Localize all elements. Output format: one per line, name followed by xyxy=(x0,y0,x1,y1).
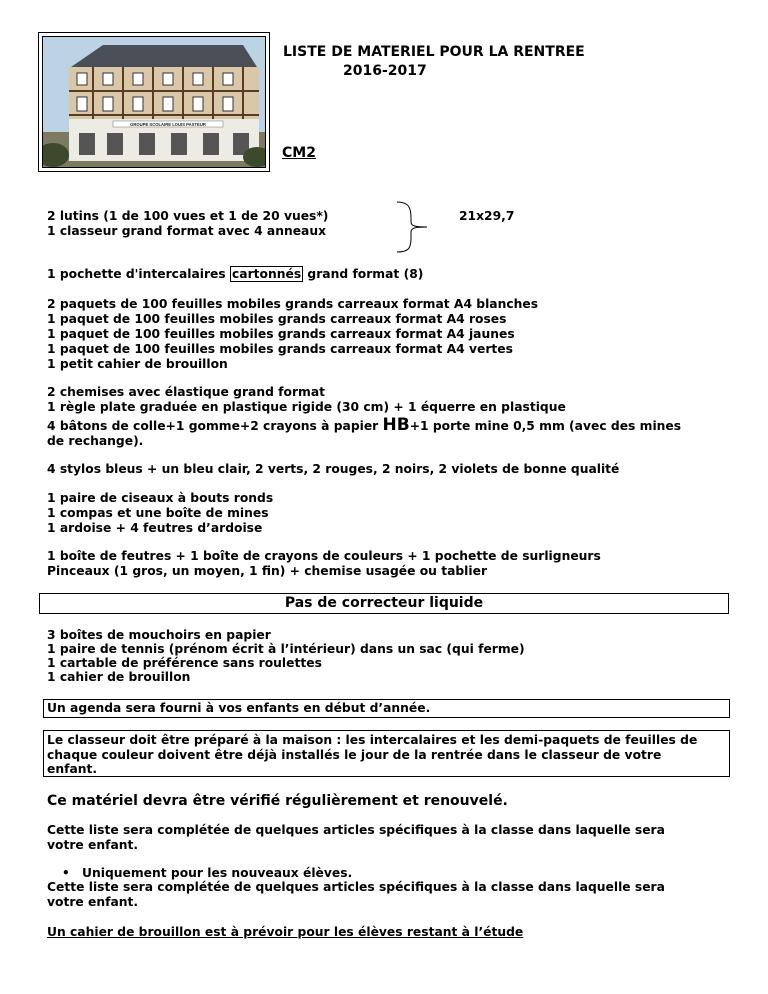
agenda-note: Un agenda sera fourni à vos enfants en début d’année. xyxy=(47,701,431,715)
list-item: 1 cartable de préférence sans roulettes xyxy=(47,656,322,670)
intercalaires-suffix: grand format (8) xyxy=(303,267,424,281)
list-item: 1 paire de tennis (prénom écrit à l’intérieur) dans un sac (qui ferme) xyxy=(47,642,525,656)
classeur-note-box xyxy=(43,730,730,777)
bullet-text: Uniquement pour les nouveaux élèves. xyxy=(82,866,353,880)
completee-line: votre enfant. xyxy=(47,838,139,852)
completee-line: Cette liste sera complétée de quelques articles spécifiques à la classe dans laquelle sera xyxy=(47,880,665,894)
class-label: CM2 xyxy=(282,145,316,161)
list-item: 1 paquet de 100 feuilles mobiles grands carreaux format A4 roses xyxy=(47,312,507,326)
list-item: 1 ardoise + 4 feutres d’ardoise xyxy=(47,521,263,535)
lutins-line: 2 lutins (1 de 100 vues et 1 de 20 vues*) xyxy=(47,209,329,223)
school-photo xyxy=(42,36,266,168)
list-item: 1 paquet de 100 feuilles mobiles grands carreaux format A4 jaunes xyxy=(47,327,515,341)
verification-note: Ce matériel devra être vérifié régulièrement et renouvelé. xyxy=(47,793,508,809)
school-photo-frame xyxy=(38,32,270,172)
outils-line3-suffix: +1 porte mine 0,5 mm (avec des mines xyxy=(409,419,682,433)
list-item: 1 petit cahier de brouillon xyxy=(47,357,228,371)
list-item: 2 paquets de 100 feuilles mobiles grands carreaux format A4 blanches xyxy=(47,297,539,311)
classeur-line: 1 classeur grand format avec 4 anneaux xyxy=(47,224,327,238)
list-item: Pinceaux (1 gros, un moyen, 1 fin) + chemise usagée ou tablier xyxy=(47,564,488,578)
page-title-line1: LISTE DE MATERIEL POUR LA RENTREE xyxy=(283,44,585,60)
format-size-note: 21x29,7 xyxy=(459,209,515,223)
correcteur-banner: Pas de correcteur liquide xyxy=(39,593,729,614)
completee-line: Cette liste sera complétée de quelques articles spécifiques à la classe dans laquelle sera xyxy=(47,823,665,837)
agenda-note-box xyxy=(43,699,730,718)
list-item: 1 paquet de 100 feuilles mobiles grands carreaux format A4 vertes xyxy=(47,342,513,356)
list-item: 1 cahier de brouillon xyxy=(47,670,191,684)
outils-line3-prefix: 4 bâtons de colle+1 gomme+2 crayons à papier xyxy=(47,419,383,433)
list-item: de rechange). xyxy=(47,434,144,448)
page-title-line2: 2016-2017 xyxy=(343,63,427,79)
classeur-note-line: chaque couleur doivent être déjà installés le jour de la rentrée dans le classeur de votre xyxy=(47,747,662,762)
intercalaires-boxed-word: cartonnés xyxy=(232,267,302,281)
list-item: 1 boîte de feutres + 1 boîte de crayons de couleurs + 1 pochette de surligneurs xyxy=(47,549,601,563)
school-building-image xyxy=(43,37,266,168)
intercalaires-prefix: 1 pochette d'intercalaires xyxy=(47,267,230,281)
list-item: 2 chemises avec élastique grand format xyxy=(47,385,326,399)
classeur-note xyxy=(47,733,697,777)
brace-icon xyxy=(395,200,431,254)
bullet-icon: • xyxy=(62,866,70,880)
list-item: 1 règle plate graduée en plastique rigide (30 cm) + 1 équerre en plastique xyxy=(47,400,566,414)
classeur-note-line: enfant. xyxy=(47,762,98,776)
list-item: 3 boîtes de mouchoirs en papier xyxy=(47,628,271,642)
list-item: 1 paire de ciseaux à bouts ronds xyxy=(47,491,274,505)
classeur-note-line: Le classeur doit être préparé à la maison : les intercalaires et les demi-paquets de feuilles de xyxy=(47,733,698,747)
list-item: 1 compas et une boîte de mines xyxy=(47,506,269,520)
list-item xyxy=(47,415,682,435)
photo-sign-text: GROUPE SCOLAIRE LOUIS PASTEUR xyxy=(130,122,206,127)
intercalaires-line xyxy=(47,267,423,282)
completee-line: votre enfant. xyxy=(47,895,139,909)
hb-label: HB xyxy=(382,415,410,435)
stylos-line: 4 stylos bleus + un bleu clair, 2 verts, 2 rouges, 2 noirs, 2 violets de bonne qualité xyxy=(47,462,620,476)
etude-note: Un cahier de brouillon est à prévoir pour les élèves restant à l’étude xyxy=(47,925,524,939)
